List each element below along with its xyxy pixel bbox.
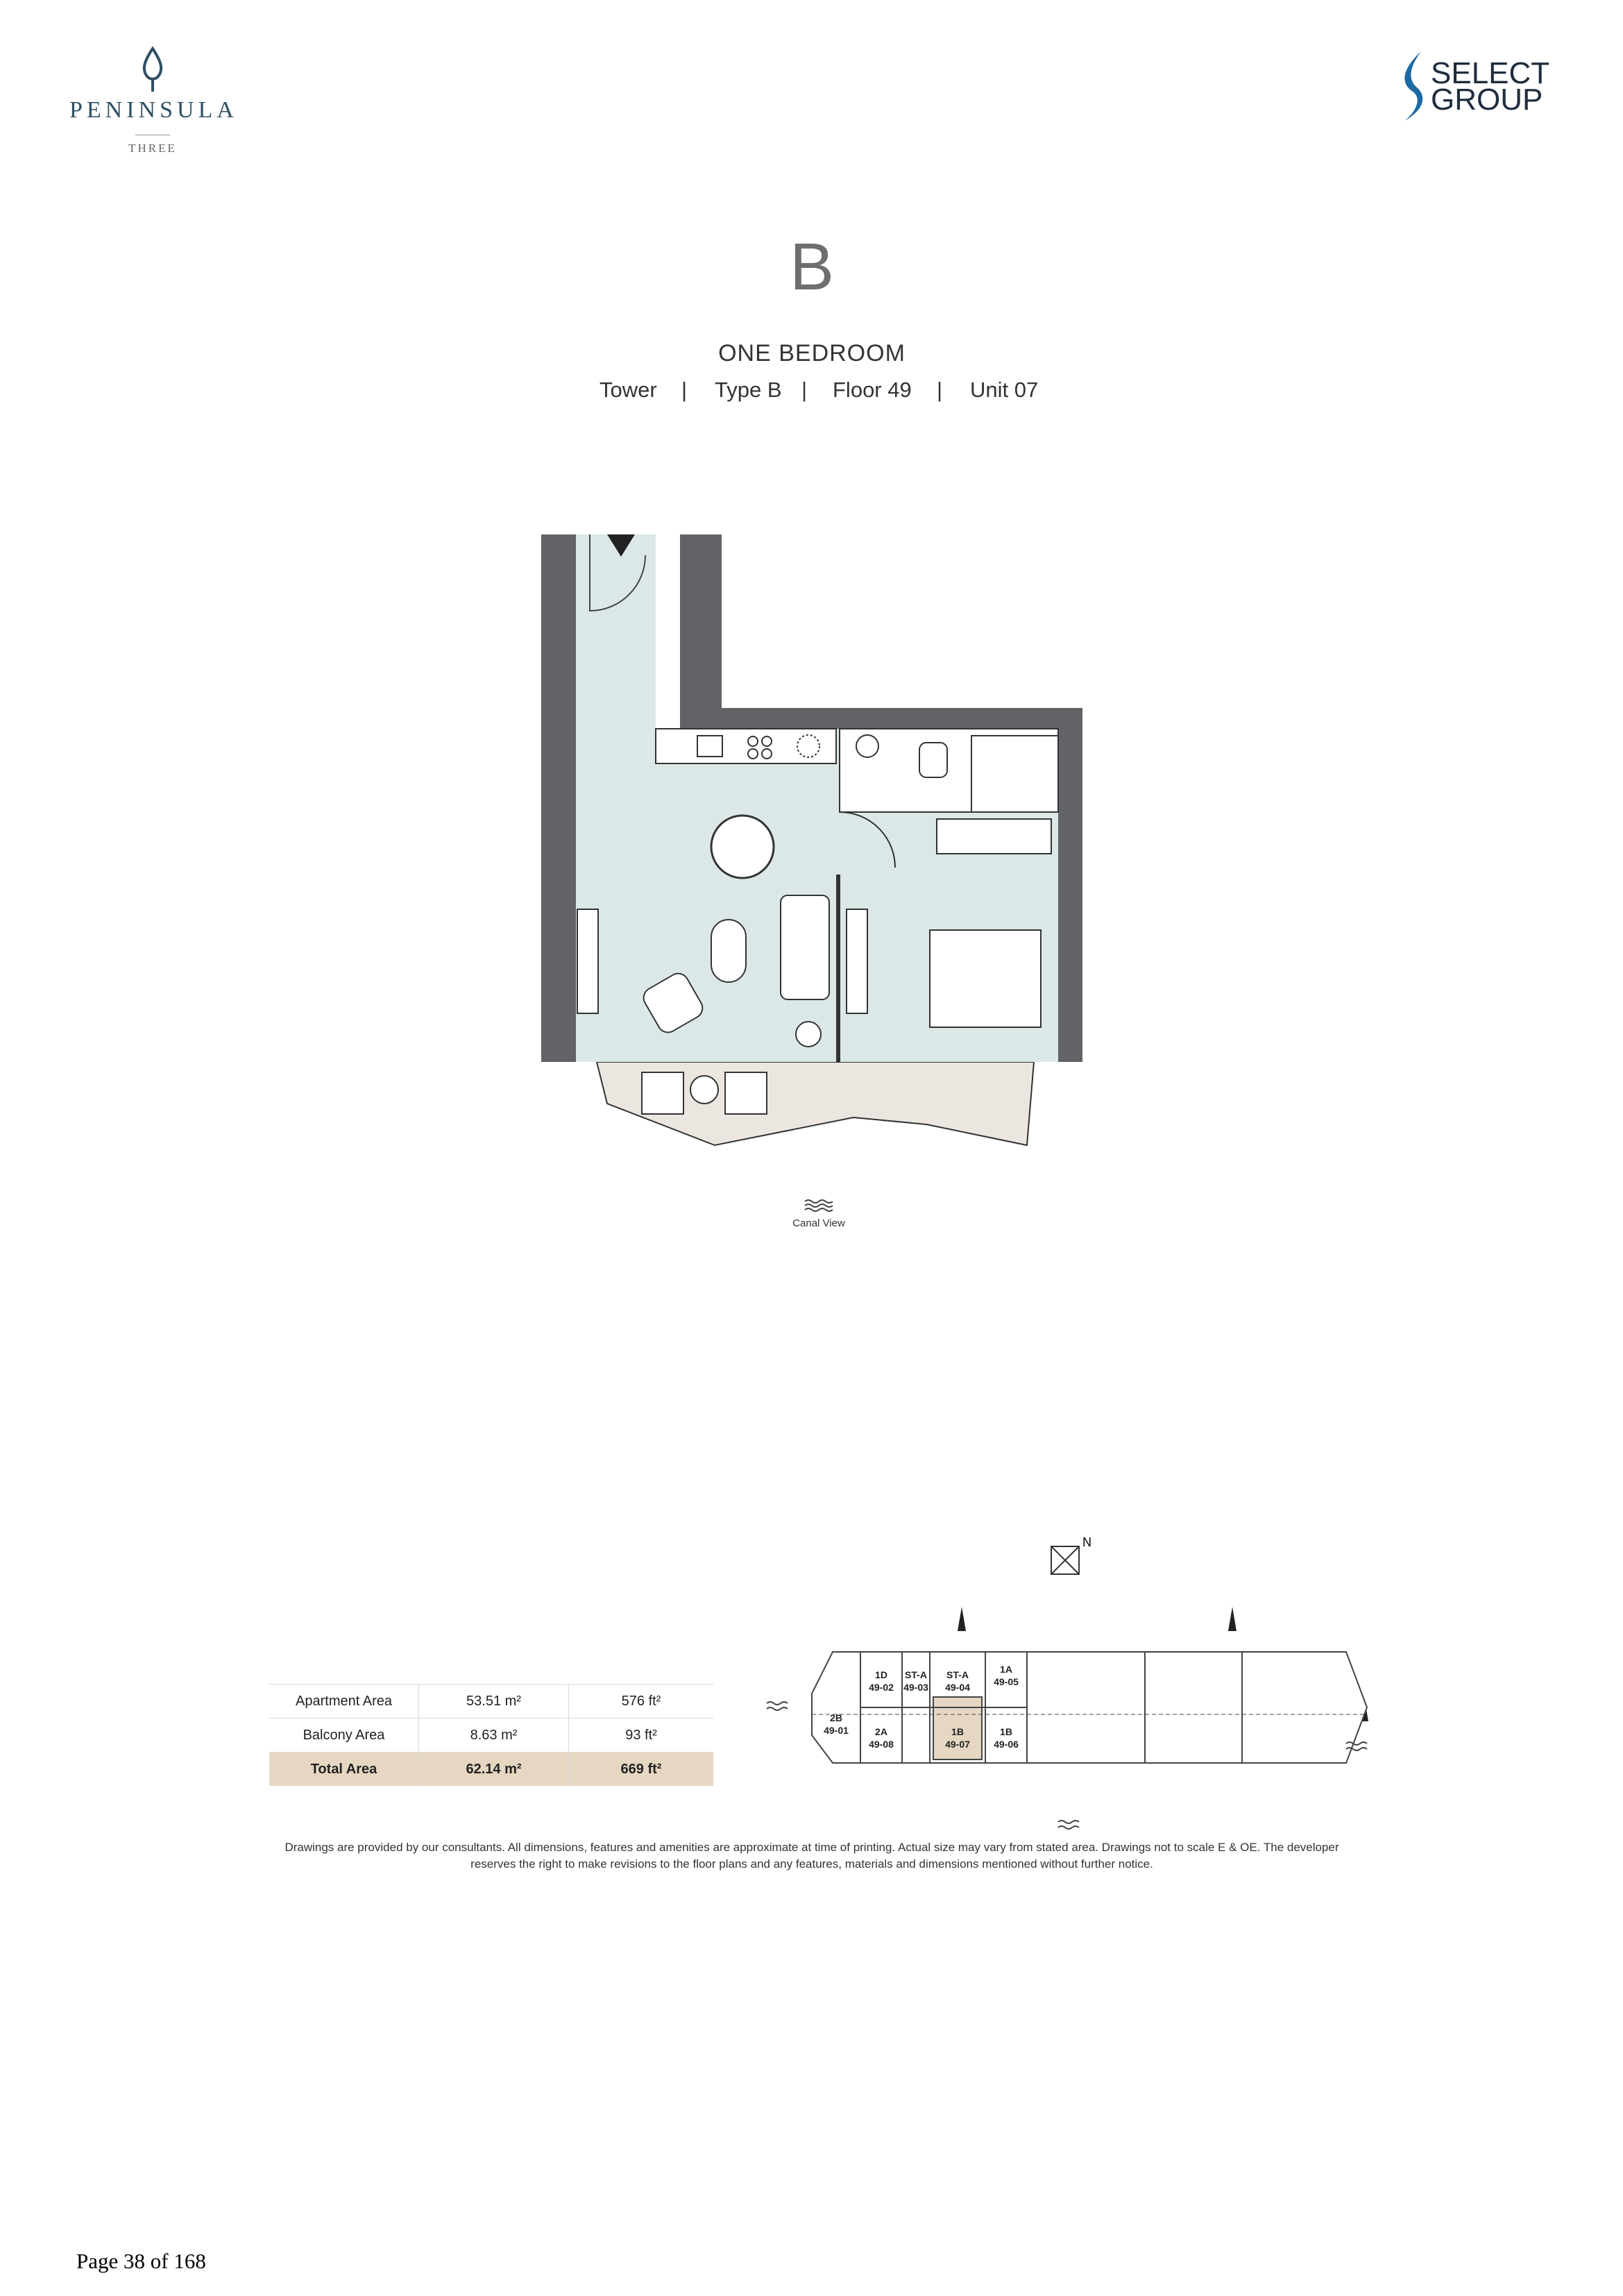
meta-separator: | (801, 378, 808, 402)
unit-number: 49-05 (994, 1676, 1019, 1687)
row-ft2: 576 ft² (569, 1685, 714, 1719)
unit-number: 49-04 (945, 1682, 970, 1693)
unit-code: 1A (1000, 1664, 1012, 1675)
unit-code: 1B (1000, 1726, 1012, 1737)
wall-east (1058, 708, 1082, 1062)
wall-west (541, 534, 576, 1062)
group-text: GROUP (1431, 83, 1543, 117)
row-label: Balcony Area (269, 1719, 419, 1753)
tower-spire-icon (958, 1607, 966, 1631)
row-ft2: 93 ft² (569, 1719, 714, 1753)
total-m2: 62.14 m² (419, 1753, 569, 1787)
unit-code: 1D (875, 1669, 887, 1680)
waves-icon (767, 1702, 788, 1710)
total-ft2: 669 ft² (569, 1753, 714, 1787)
row-label: Apartment Area (269, 1685, 419, 1719)
unit-letter: B (789, 230, 835, 304)
side-table (796, 1022, 821, 1047)
coffee-table (711, 920, 746, 982)
canal-view-label: Canal View (792, 1217, 845, 1229)
peninsula-sub: THREE (128, 142, 177, 155)
meta-separator: | (937, 378, 943, 402)
total-label: Total Area (269, 1753, 419, 1787)
unit-number: 49-08 (869, 1739, 894, 1750)
canal-view-marker (763, 1197, 874, 1229)
meta-separator: | (681, 378, 688, 402)
waves-icon (798, 1197, 840, 1214)
unit-number: 49-03 (903, 1682, 928, 1693)
kitchen-counter (656, 729, 836, 763)
bedroom-partition (836, 875, 840, 1062)
unit-number: 49-02 (869, 1682, 894, 1693)
unit-title: ONE BEDROOM (718, 340, 906, 366)
unit-code: 2B (830, 1712, 842, 1723)
tower-spire-icon (1228, 1607, 1237, 1631)
select-group-logo (1395, 49, 1568, 125)
compass-icon (1051, 1546, 1079, 1574)
meta-floor: Floor 49 (833, 378, 912, 402)
unit-code: ST-A (946, 1669, 969, 1680)
disclaimer-line: Drawings are provided by our consultants. All dimensions, features and amenities are approximate at time of printing. Actual size may vary from stated area. Drawings not to scale E & OE. The developer (284, 1841, 1339, 1854)
select-text: SELECT (1431, 56, 1550, 90)
page-number: Page 38 of 168 (76, 2249, 206, 2273)
meta-unit: Unit 07 (970, 378, 1039, 402)
unit-number: 49-07 (945, 1739, 970, 1750)
peninsula-wordmark: PENINSULA (69, 97, 238, 123)
waves-icon (1058, 1821, 1079, 1829)
wall-north (722, 708, 1082, 729)
swoosh-icon (1395, 49, 1429, 125)
wall-sw (541, 1048, 576, 1062)
unit-number: 49-01 (824, 1725, 849, 1736)
disclaimer-line: reserves the right to make revisions to the floor plans and any features, materials and dimensions mentioned without further notice. (470, 1857, 1153, 1871)
wall-core (680, 534, 722, 729)
row-m2: 53.51 m² (419, 1685, 569, 1719)
bathroom (840, 729, 1058, 812)
tv-unit (577, 909, 598, 1013)
unit-meta (541, 378, 1082, 408)
unit-code: ST-A (905, 1669, 927, 1680)
dining-table (711, 816, 774, 878)
area-table (269, 1684, 713, 1786)
table-row (269, 1719, 713, 1753)
tv-unit (847, 909, 867, 1013)
table-total-row (269, 1753, 713, 1787)
unit-number: 49-06 (994, 1739, 1019, 1750)
meta-tower: Tower (600, 378, 657, 402)
balcony-chair (642, 1072, 683, 1114)
table-row (269, 1685, 713, 1719)
floor-plan (541, 534, 1103, 1159)
unit-code: 2A (875, 1726, 887, 1737)
wardrobe (937, 819, 1051, 854)
bed (930, 930, 1041, 1027)
unit-code: 1B (951, 1726, 964, 1737)
key-plan (756, 1527, 1395, 1832)
meta-type: Type B (715, 378, 782, 402)
row-m2: 8.63 m² (419, 1719, 569, 1753)
drop-pin-icon (69, 42, 236, 97)
peninsula-logo (69, 42, 236, 167)
sofa (781, 895, 829, 999)
balcony-chair (725, 1072, 767, 1114)
balcony-table (690, 1076, 718, 1104)
disclaimer (250, 1839, 1374, 1873)
compass-label: N (1082, 1535, 1091, 1549)
